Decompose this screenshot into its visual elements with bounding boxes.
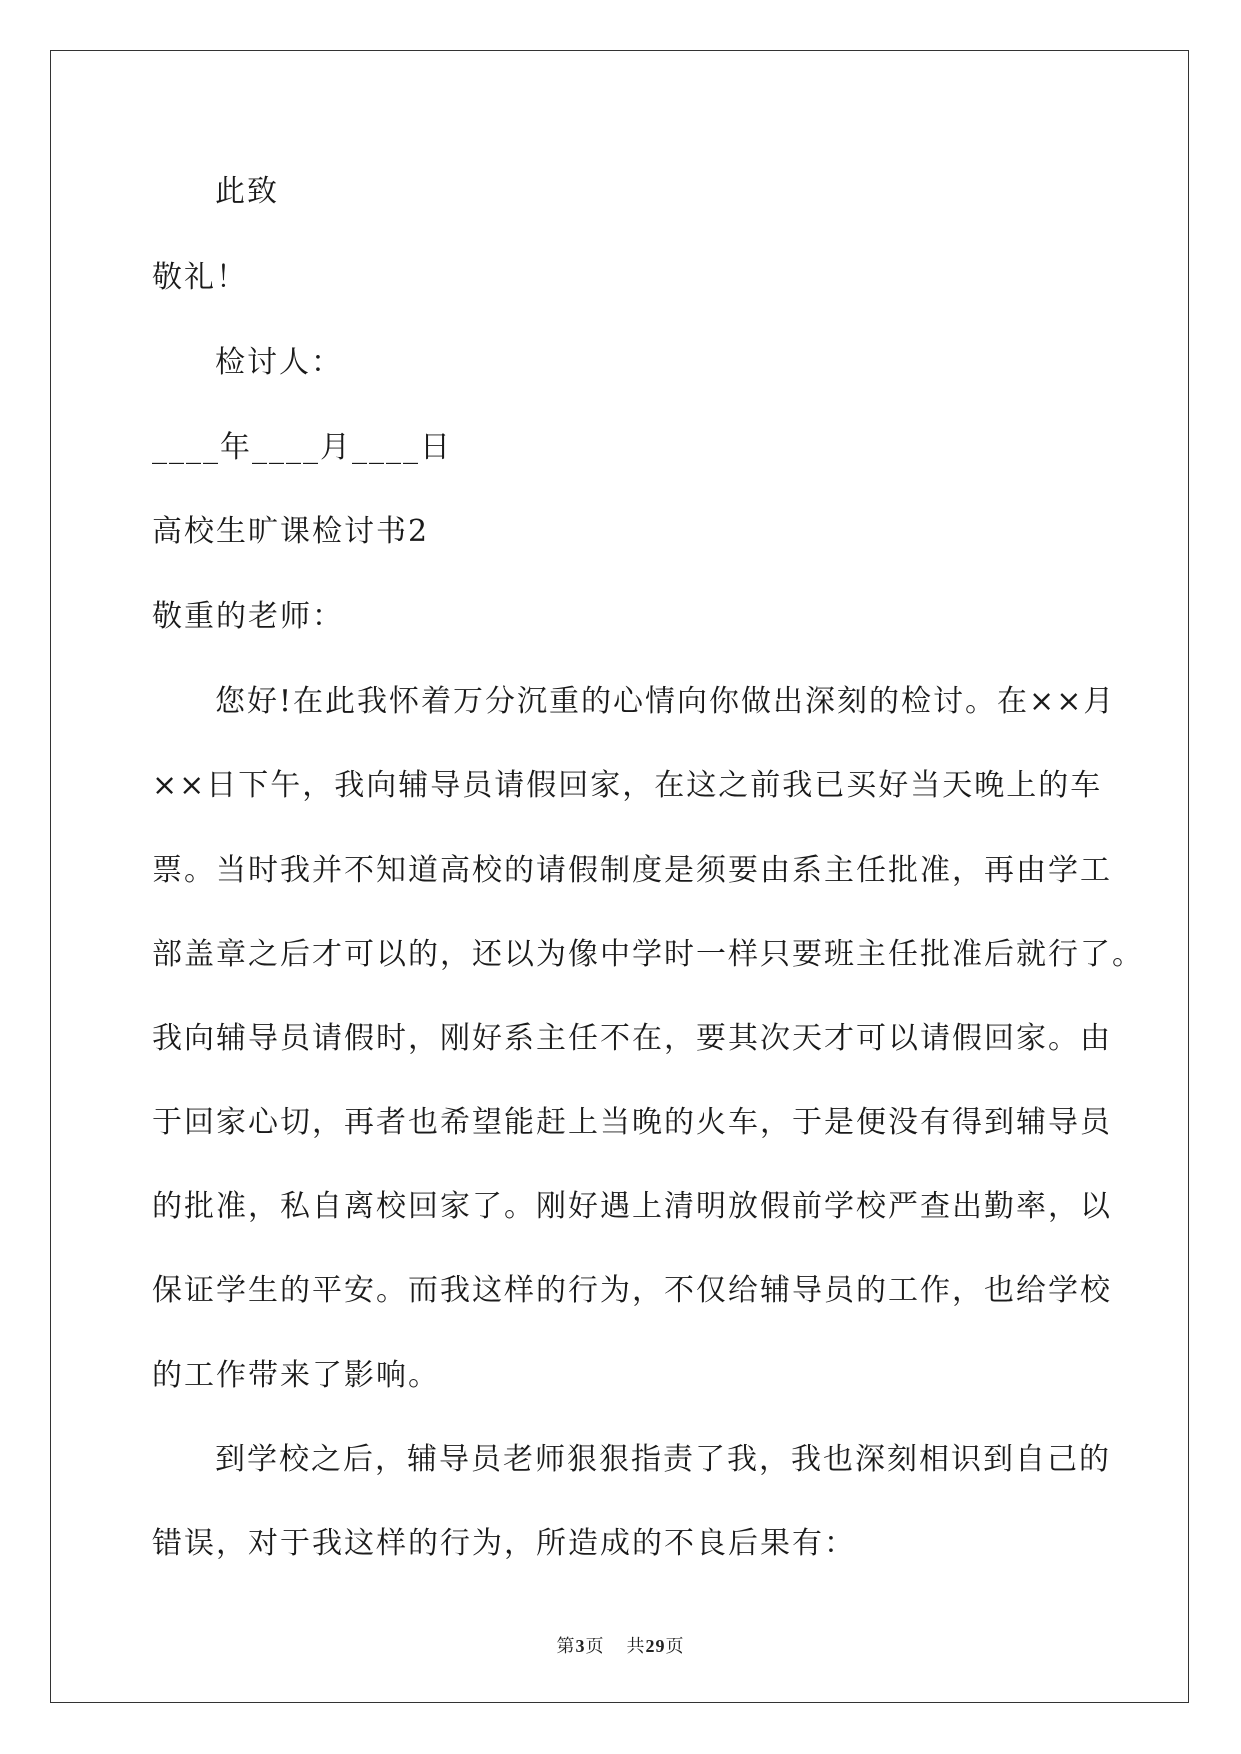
total-pages: 29 [645,1636,666,1656]
footer-mid: 页 共 [585,1636,646,1656]
paragraph-line: 到学校之后，辅导员老师狠狠指责了我，我也深刻相识到自己的 [215,1442,1111,1477]
paragraph-line: 的工作带来了影响。 [152,1358,440,1393]
footer-prefix: 第 [556,1636,576,1656]
page-footer [0,1632,1241,1658]
closing-regards: 敬礼！ [152,260,248,295]
paragraph-line: 错误，对于我这样的行为，所造成的不良后果有： [152,1526,856,1561]
paragraph-line: ××日下午，我向辅导员请假回家，在这之前我已买好当天晚上的车 [152,768,1103,803]
date-line: ____年____月____日 [152,430,452,465]
footer-suffix: 页 [665,1636,685,1656]
paragraph-line: 您好!在此我怀着万分沉重的心情向你做出深刻的检讨。在××月 [215,684,1116,719]
paragraph-line: 票。当时我并不知道高校的请假制度是须要由系主任批准，再由学工 [152,853,1112,888]
page-number: 3 [575,1636,586,1656]
paragraph-line: 的批准，私自离校回家了。刚好遇上清明放假前学校严查出勤率，以 [152,1189,1112,1224]
greeting: 敬重的老师： [152,599,344,634]
paragraph-line: 部盖章之后才可以的，还以为像中学时一样只要班主任批准后就行了。 [152,937,1144,972]
paragraph-line: 于回家心切，再者也希望能赶上当晚的火车，于是便没有得到辅导员 [152,1105,1112,1140]
paragraph-line: 我向辅导员请假时，刚好系主任不在，要其次天才可以请假回家。由 [152,1021,1112,1056]
section-title: 高校生旷课检讨书2 [152,514,430,549]
closing-salutation: 此致 [215,174,279,209]
signature-label: 检讨人： [215,345,343,380]
paragraph-line: 保证学生的平安。而我这样的行为，不仅给辅导员的工作，也给学校 [152,1273,1112,1308]
